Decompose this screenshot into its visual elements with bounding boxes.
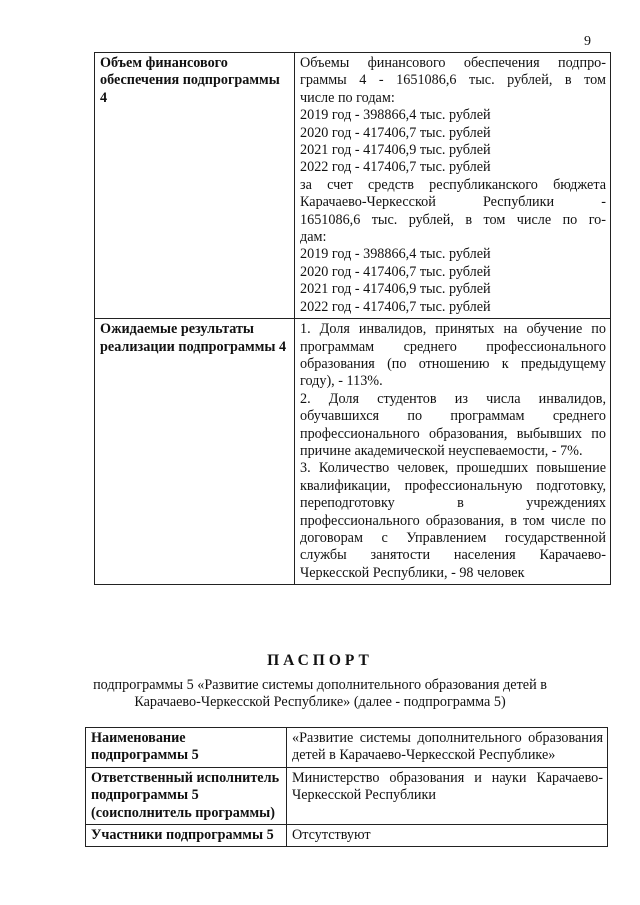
funding-line: 2021 год - 417406,9 тыс. рублей — [300, 281, 491, 298]
subprogram5-passport-table — [85, 727, 608, 847]
name-label: Наименование подпрограммы 5 — [86, 728, 287, 768]
funding-line: Объемы финансового обеспечения подпро- — [300, 55, 606, 71]
funding-line: 2020 год - 417406,7 тыс. рублей — [300, 263, 491, 280]
results-value — [295, 319, 611, 585]
funding-line: Карачаево-Черкесской Республики - — [300, 194, 606, 211]
result-item: 3. Количество человек, прошедших повышение квалификации, профессиональную подготовку, переподготовку в учреждениях профессионального образования, в том числе по договорам с Управлением государственной службы занятости населения Карачаево-Черкесской Республики, - 98 человек — [300, 460, 606, 581]
executor-label: Ответственный исполнитель подпрограммы 5 (соисполнитель программы) — [86, 767, 287, 824]
table-row — [95, 319, 611, 585]
subprogram4-passport-table — [94, 52, 611, 585]
funding-line: 2020 год - 417406,7 тыс. рублей — [300, 124, 491, 141]
funding-line: дам: — [300, 229, 327, 246]
funding-line: 2019 год - 398866,4 тыс. рублей — [300, 107, 491, 124]
passport-subtitle: подпрограммы 5 «Развитие системы дополнительного образования детей в Карачаево-Черкесской Республике» (далее - подпрограмма 5) — [93, 677, 547, 711]
name-value: «Развитие системы дополнительного образования детей в Карачаево-Черкесской Республике» — [287, 728, 608, 768]
table-row — [95, 53, 611, 319]
funding-label: Объем финансового обеспечения подпрограммы 4 — [95, 53, 295, 319]
result-item: 2. Доля студентов из числа инвалидов, обучавшихся по программам среднего профессионального образования, выбывших по причине академической неуспеваемости, - 7%. — [300, 390, 606, 459]
funding-line: 2019 год - 398866,4 тыс. рублей — [300, 246, 491, 263]
result-item: 1. Доля инвалидов, принятых на обучение по программам среднего профессионального образования (по отношению к предыдущему году), - 113%. — [300, 321, 606, 390]
table-row — [86, 728, 608, 768]
passport-title: ПАСПОРТ — [267, 652, 373, 669]
page-number: 9 — [584, 34, 591, 49]
participants-value: Отсутствуют — [287, 825, 608, 847]
executor-value: Министерство образования и науки Карачаево-Черкесской Республики — [287, 767, 608, 824]
funding-line: числе по годам: — [300, 89, 395, 106]
participants-label: Участники подпрограммы 5 — [86, 825, 287, 847]
results-label: Ожидаемые результаты реализации подпрограммы 4 — [95, 319, 295, 585]
funding-line: за счет средств республиканского бюджета — [300, 176, 606, 193]
funding-line: 2021 год - 417406,9 тыс. рублей — [300, 142, 491, 159]
funding-line: 1651086,6 тыс. рублей, в том числе по го- — [300, 211, 606, 228]
table-row — [86, 767, 608, 824]
table-row — [86, 825, 608, 847]
funding-line: граммы 4 - 1651086,6 тыс. рублей, в том — [300, 72, 606, 89]
funding-value — [295, 53, 611, 319]
funding-line: 2022 год - 417406,7 тыс. рублей — [300, 159, 491, 176]
funding-line: 2022 год - 417406,7 тыс. рублей — [300, 298, 491, 315]
